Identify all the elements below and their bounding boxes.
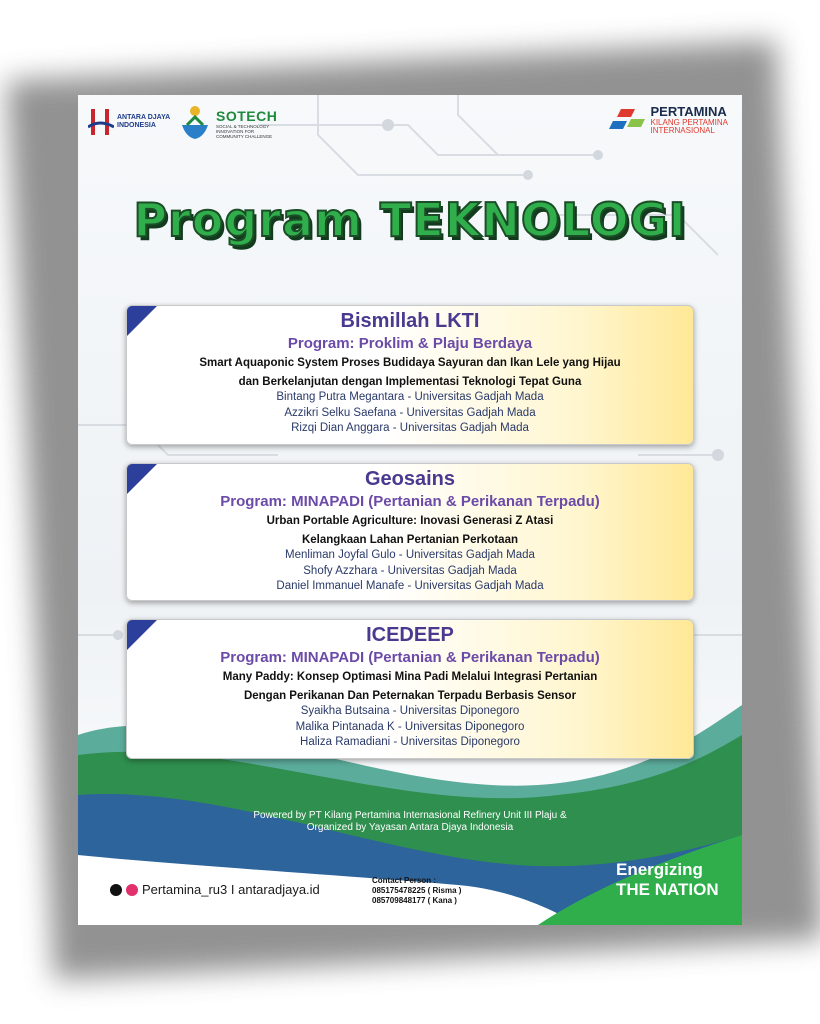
program-name: Program: MINAPADI (Pertanian & Perikanan Terpadu) (220, 493, 600, 510)
hands-bulb-icon (178, 103, 212, 143)
program-name: Program: MINAPADI (Pertanian & Perikanan Terpadu) (220, 649, 600, 666)
pertamina-arrow-icon (609, 105, 645, 135)
slogan (616, 860, 719, 900)
topic-line: Urban Portable Agriculture: Inovasi Generasi Z Atasi (266, 515, 554, 527)
slogan-line: THE NATION (616, 880, 719, 899)
poster (78, 95, 742, 925)
powered-by (78, 810, 742, 834)
topic-line: Many Paddy: Konsep Optimasi Mina Padi Melalui Integrasi Pertanian (222, 671, 598, 683)
pertamina-logo (609, 105, 729, 135)
member-line: Malika Pintanada K - Universitas Diponegoro (295, 720, 525, 733)
social-text: Pertamina_ru3 I antaradjaya.id (142, 882, 320, 897)
card-corner (127, 306, 157, 336)
topic-line: Kelangkaan Lahan Pertanian Perkotaan (301, 534, 519, 546)
member-line: Haliza Ramadiani - Universitas Diponegoro (300, 736, 520, 748)
member-line: Menliman Joyfal Gulo - Universitas Gadjah Mada (285, 549, 535, 561)
contact-line: Contact Person : (372, 876, 437, 885)
member-line: Rizqi Dian Anggara - Universitas Gadjah Mada (291, 422, 529, 434)
team-card (126, 305, 694, 445)
topic-line: Dengan Perikanan Dan Peternakan Terpadu Berbasis Sensor (243, 690, 577, 702)
page-title: Program TEKNOLOGI (133, 193, 687, 247)
member-line: Azzikri Selku Saefana - Universitas Gadjah Mada (284, 406, 536, 419)
pertamina-sub: INTERNASIONAL (650, 126, 715, 135)
powered-line: Organized by Yayasan Antara Djaya Indonesia (306, 822, 514, 833)
tiktok-icon (110, 884, 122, 896)
team-name: Bismillah LKTI (340, 310, 480, 332)
member-line: Syaikha Butsaina - Universitas Diponegoro (300, 705, 520, 717)
contact-line: 085709848177 ( Kana ) (372, 896, 457, 905)
social-handles (110, 882, 320, 897)
topic-line: Smart Aquaponic System Proses Budidaya Sayuran dan Ikan Lele yang Hijau (199, 357, 621, 369)
contact-line: 085175478225 ( Risma ) (372, 886, 462, 895)
antara-djaya-logo (88, 107, 170, 137)
team-card (126, 463, 694, 601)
team-card (126, 619, 694, 759)
card-corner (127, 620, 157, 650)
antara-logo-line: INDONESIA (117, 122, 156, 129)
member-line: Bintang Putra Megantara - Universitas Gadjah Mada (276, 391, 544, 403)
member-line: Shofy Azzhara - Universitas Gadjah Mada (303, 564, 517, 577)
pertamina-name: PERTAMINA (650, 104, 727, 119)
sotech-tagline: SOCIAL & TECHNOLOGY INNOVATION FOR COMMUNITY CHALLENGE (216, 123, 273, 139)
sotech-logo (178, 103, 277, 143)
pertamina-sub: KILANG PERTAMINA (650, 118, 728, 127)
team-name: Geosains (364, 468, 456, 490)
contact-person (372, 876, 461, 906)
ampera-bridge-icon (88, 107, 114, 137)
card-corner (127, 464, 157, 494)
topic-line: dan Berkelanjutan dengan Implementasi Teknologi Tepat Guna (238, 376, 582, 388)
team-name: ICEDEEP (366, 624, 454, 646)
antara-logo-line: ANTARA DJAYA (117, 114, 171, 121)
member-line: Daniel Immanuel Manafe - Universitas Gadjah Mada (276, 580, 544, 592)
powered-line: Powered by PT Kilang Pertamina Internasional Refinery Unit III Plaju & (253, 810, 567, 821)
instagram-icon (126, 884, 138, 896)
program-name: Program: Proklim & Plaju Berdaya (287, 335, 533, 352)
sotech-name: SOTECH (216, 107, 278, 124)
slogan-line: Energizing (616, 860, 703, 879)
